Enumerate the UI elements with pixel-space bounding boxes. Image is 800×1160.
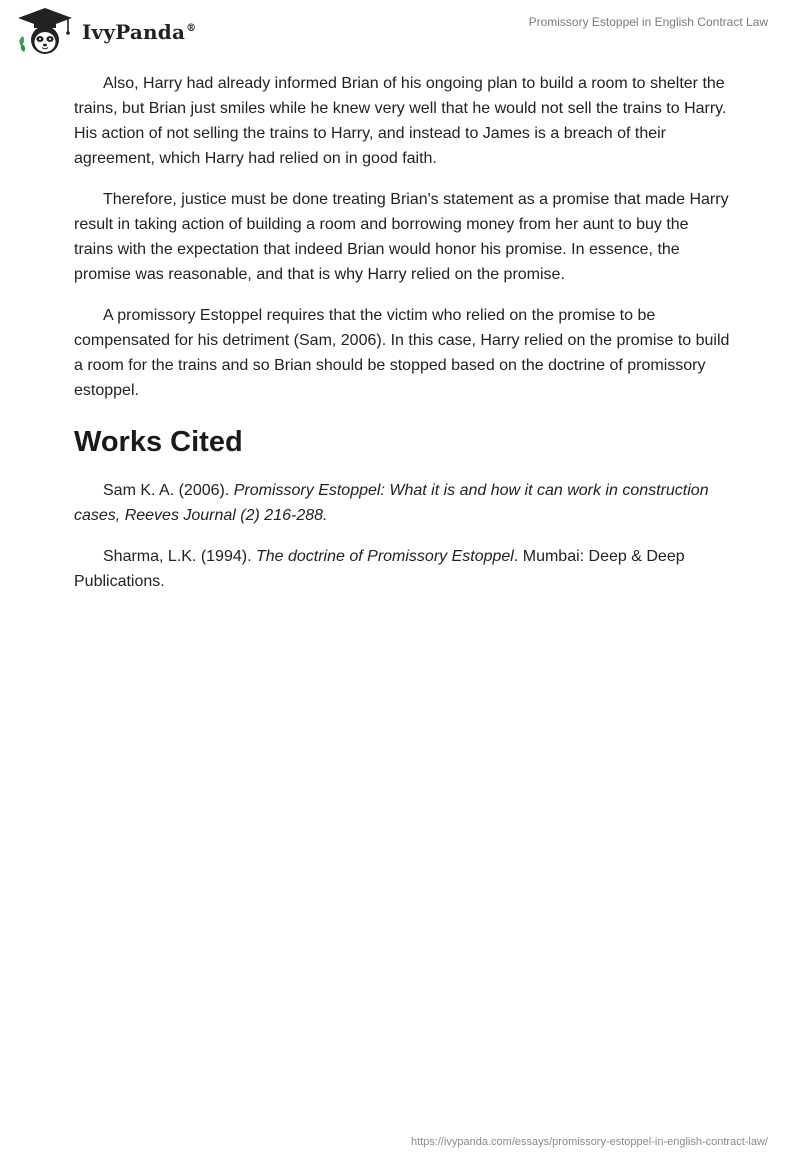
reference-title: Promissory Estoppel: What it is and how it can work in construction cases, Reeves Journal (2) 216-288. <box>74 482 709 524</box>
reference-entry <box>74 544 730 594</box>
essay-content <box>74 71 730 610</box>
works-cited-heading: Works Cited <box>74 426 243 458</box>
page-header <box>0 0 800 62</box>
source-url[interactable]: https://ivypanda.com/essays/promissory-estoppel-in-english-contract-law/ <box>410 1136 768 1148</box>
ivypanda-logo[interactable] <box>14 6 196 58</box>
panda-graduate-icon <box>14 6 76 58</box>
reference-publisher: . Mumbai: Deep & Deep Publications. <box>74 548 685 590</box>
body-paragraph: A promissory Estoppel requires that the victim who relied on the promise to be compensated for his detriment (Sam, 2006). In this case, Harry relied on the promise to build a room for the trains and so Brian should be stopped based on the doctrine of promissory estoppel. <box>74 307 730 399</box>
document-title: Promissory Estoppel in English Contract Law <box>528 15 768 29</box>
body-paragraph: Therefore, justice must be done treating Brian's statement as a promise that made Harry result in taking action of building a room and borrowing money from her aunt to buy the trains with the expectation that indeed Brian would honor his promise. In essence, the promise was reasonable, and that is why Harry relied on the promise. <box>74 191 729 283</box>
body-paragraph: Also, Harry had already informed Brian of his ongoing plan to build a room to shelter the trains, but Brian just smiles while he knew very well that he would not sell the trains to Harry. His action of not selling the trains to Harry, and instead to James is a breach of their agreement, which Harry had relied on in good faith. <box>74 75 727 167</box>
reference-entry <box>74 478 730 528</box>
reference-title: The doctrine of Promissory Estoppel <box>255 548 514 565</box>
reference-author-year: Sam K. A. (2006). <box>103 482 234 499</box>
reference-author-year: Sharma, L.K. (1994). <box>103 548 256 565</box>
brand-name: IvyPanda® <box>82 20 197 44</box>
